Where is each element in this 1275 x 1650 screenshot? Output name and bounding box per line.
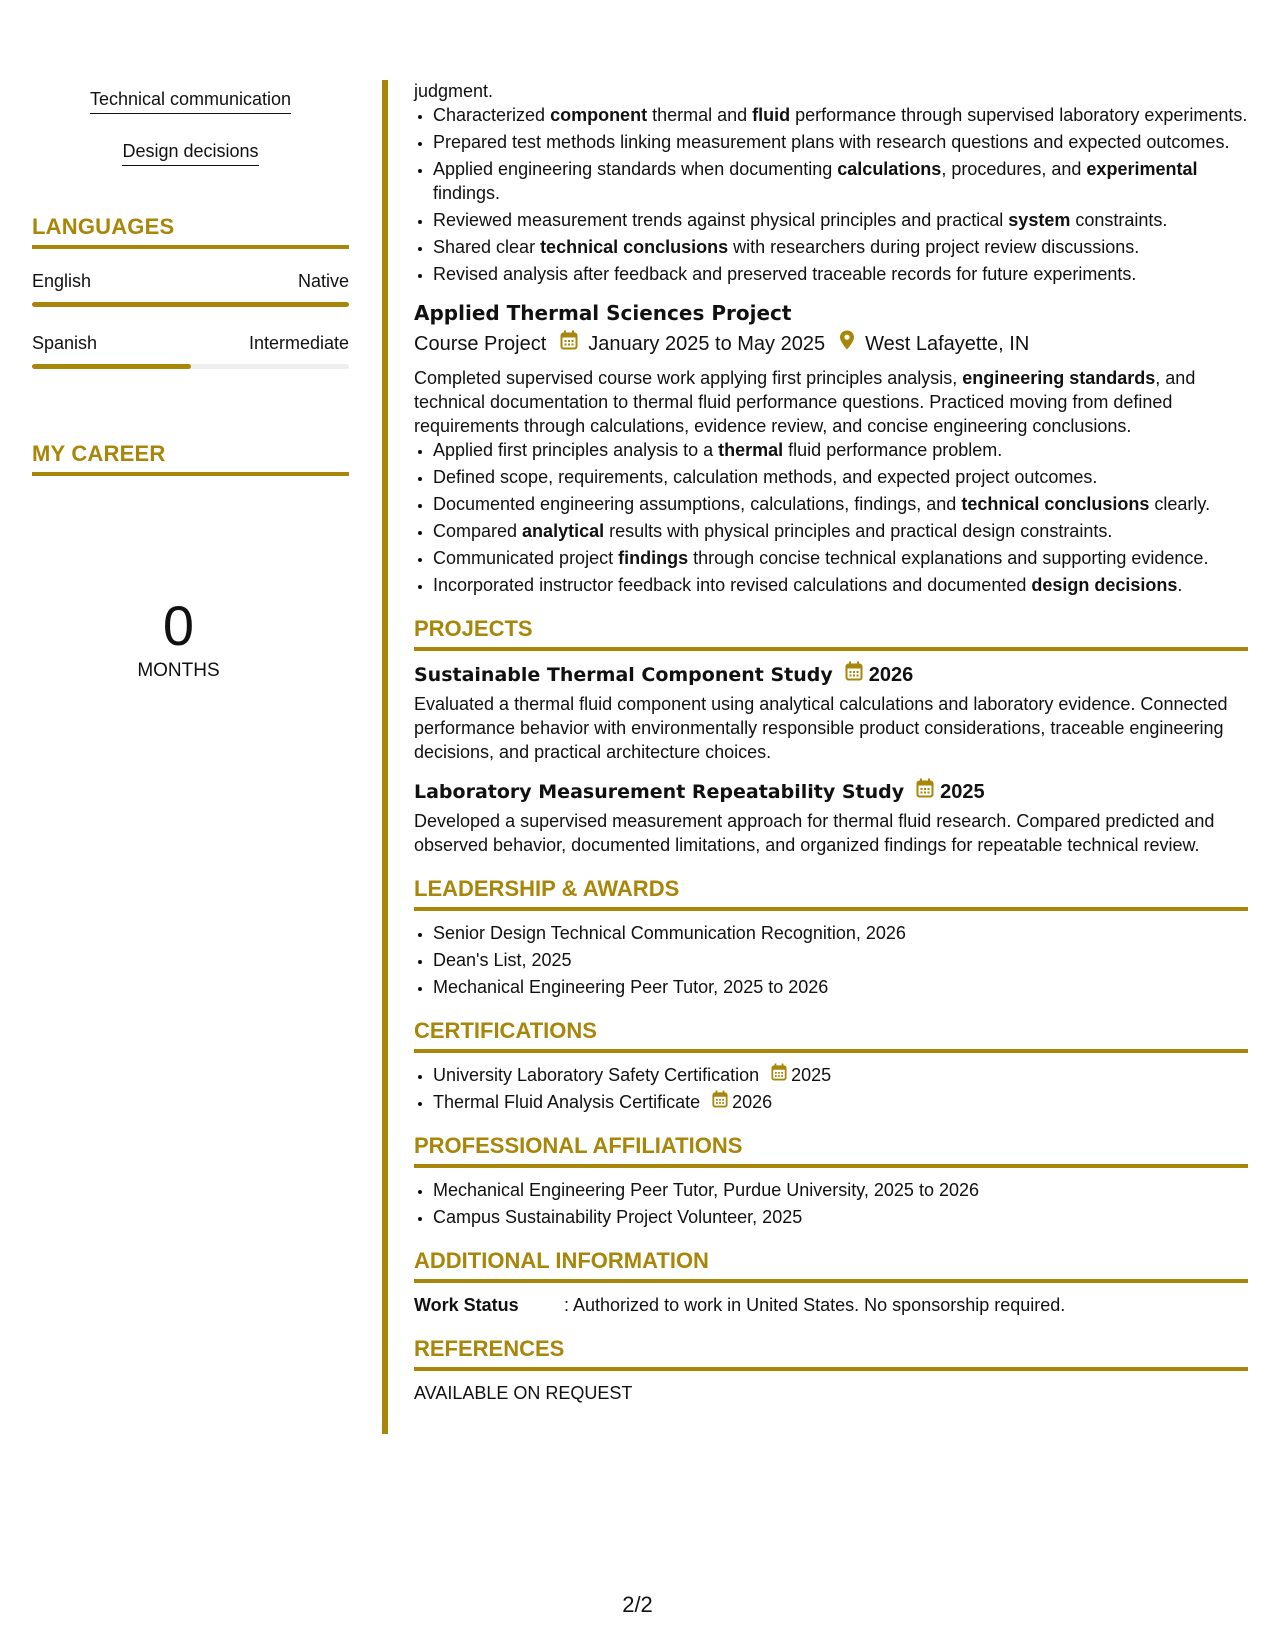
languages-heading: LANGUAGES bbox=[32, 214, 349, 249]
job-location: West Lafayette, IN bbox=[865, 333, 1030, 355]
skill-tag: Technical communication bbox=[90, 88, 291, 114]
project-title: Sustainable Thermal Component Study bbox=[414, 663, 833, 686]
emphasis-text: component bbox=[550, 105, 648, 125]
calendar-icon bbox=[712, 1090, 728, 1114]
language-bar bbox=[32, 302, 349, 307]
emphasis-text: analytical bbox=[522, 521, 605, 541]
emphasis-text: engineering standards bbox=[962, 368, 1156, 388]
language-name: English bbox=[32, 271, 92, 291]
affiliations-list bbox=[414, 1178, 1248, 1229]
language-level: Native bbox=[297, 271, 349, 291]
emphasis-text: fluid bbox=[752, 105, 791, 125]
language-bar-fill bbox=[32, 364, 191, 369]
text-run: Compared bbox=[433, 521, 523, 541]
list-item: • Mechanical Engineering Peer Tutor, Purdue University, 2025 to 2026 bbox=[433, 1178, 1248, 1202]
emphasis-text: calculations bbox=[837, 159, 942, 179]
certification-name: • University Laboratory Safety Certification bbox=[433, 1065, 760, 1085]
list-item: • Senior Design Technical Communication Recognition, 2026 bbox=[433, 921, 1248, 945]
career-heading: MY CAREER bbox=[32, 441, 349, 476]
sidebar bbox=[32, 80, 349, 682]
certification-name: • Thermal Fluid Analysis Certificate bbox=[433, 1092, 701, 1112]
project-item bbox=[414, 778, 1248, 857]
calendar-icon bbox=[916, 778, 934, 805]
text-run: thermal and bbox=[647, 105, 753, 125]
job-title: Applied Thermal Sciences Project bbox=[414, 301, 792, 325]
text-run: constraints. bbox=[1070, 210, 1168, 230]
bullet-item bbox=[433, 519, 1248, 543]
certification-year: 2026 bbox=[732, 1092, 773, 1112]
language-item bbox=[32, 333, 349, 369]
text-run: with researchers during project review discussions. bbox=[728, 237, 1140, 257]
text-run: clearly. bbox=[1149, 494, 1211, 514]
emphasis-text: technical conclusions bbox=[961, 494, 1150, 514]
certification-year: 2025 bbox=[791, 1065, 832, 1085]
text-run: fluid performance problem. bbox=[783, 440, 1003, 460]
bullet-item bbox=[433, 492, 1248, 516]
bullet-item bbox=[433, 157, 1248, 205]
bullet-item bbox=[433, 103, 1248, 127]
text-run: Defined scope, requirements, calculation methods, and expected project outcomes. bbox=[433, 467, 1098, 487]
emphasis-text: findings bbox=[618, 548, 689, 568]
bullet-item bbox=[433, 262, 1248, 286]
project-title: Laboratory Measurement Repeatability Study bbox=[414, 780, 905, 803]
experience-bullets bbox=[414, 103, 1248, 286]
text-run: Applied first principles analysis to a bbox=[433, 440, 719, 460]
job-description bbox=[414, 366, 1248, 438]
language-bar-fill bbox=[32, 302, 349, 307]
column-divider bbox=[382, 80, 388, 1434]
affiliations-heading: PROFESSIONAL AFFILIATIONS bbox=[414, 1132, 1248, 1168]
emphasis-text: experimental bbox=[1086, 159, 1198, 179]
certifications-heading: CERTIFICATIONS bbox=[414, 1017, 1248, 1053]
text-run: Applied engineering standards when documenting bbox=[433, 159, 838, 179]
text-run: Documented engineering assumptions, calculations, findings, and bbox=[433, 494, 962, 514]
text-run: , and technical documentation to thermal fluid performance questions. Practiced moving from defined requirements through calculations, evidence review, and concise engineering conclusions. bbox=[414, 368, 1196, 436]
text-run: Reviewed measurement trends against physical principles and practical bbox=[433, 210, 1009, 230]
certifications-list bbox=[414, 1063, 1248, 1114]
work-status-row bbox=[414, 1293, 1248, 1317]
text-run: , procedures, and bbox=[941, 159, 1087, 179]
job-role: Course Project bbox=[414, 333, 547, 355]
work-status-value: : Authorized to work in United States. No sponsorship required. bbox=[564, 1295, 1066, 1315]
leadership-heading: LEADERSHIP & AWARDS bbox=[414, 875, 1248, 911]
text-run: Prepared test methods linking measurement plans with research questions and expected outcomes. bbox=[433, 132, 1230, 152]
emphasis-text: technical conclusions bbox=[540, 237, 729, 257]
language-bar bbox=[32, 364, 349, 369]
calendar-icon bbox=[560, 330, 578, 358]
text-run: . bbox=[1177, 575, 1183, 595]
bullet-item bbox=[433, 130, 1248, 154]
text-run: performance through supervised laboratory experiments. bbox=[790, 105, 1248, 125]
text-run: Completed supervised course work applying first principles analysis, bbox=[414, 368, 963, 388]
project-description: Developed a supervised measurement approach for thermal fluid research. Compared predicted and observed behavior, documented limitations, and organized findings for repeatable technical review. bbox=[414, 811, 1215, 855]
text-run: Incorporated instructor feedback into revised calculations and documented bbox=[433, 575, 1032, 595]
bullet-item bbox=[433, 208, 1248, 232]
leadership-list bbox=[414, 921, 1248, 999]
calendar-icon bbox=[845, 661, 863, 688]
emphasis-text: thermal bbox=[718, 440, 784, 460]
text-run: Shared clear bbox=[433, 237, 541, 257]
text-run: through concise technical explanations and supporting evidence. bbox=[688, 548, 1209, 568]
bullet-item bbox=[433, 235, 1248, 259]
job-bullets bbox=[414, 438, 1248, 597]
page-number: 2/2 bbox=[622, 1592, 653, 1617]
additional-info-heading: ADDITIONAL INFORMATION bbox=[414, 1247, 1248, 1283]
skills-list bbox=[32, 88, 349, 184]
career-unit: MONTHS bbox=[137, 660, 220, 681]
bullet-item bbox=[433, 465, 1248, 489]
bullet-item bbox=[433, 546, 1248, 570]
map-pin-icon bbox=[839, 330, 855, 358]
project-description: Evaluated a thermal fluid component using analytical calculations and laboratory evidence. Connected performance behavior with environmentally responsible product considerations, traceable engineering decisions, and practical architecture choices. bbox=[414, 694, 1228, 762]
bullet-item bbox=[433, 438, 1248, 462]
projects-heading: PROJECTS bbox=[414, 615, 1248, 651]
job-meta bbox=[414, 330, 1248, 358]
text-run: Characterized bbox=[433, 105, 551, 125]
emphasis-text: system bbox=[1008, 210, 1071, 230]
text-run: Communicated project bbox=[433, 548, 619, 568]
emphasis-text: design decisions bbox=[1031, 575, 1178, 595]
list-item bbox=[433, 1090, 1248, 1114]
text-run: results with physical principles and practical design constraints. bbox=[604, 521, 1113, 541]
job-dates: January 2025 to May 2025 bbox=[588, 333, 826, 355]
project-year: 2026 bbox=[868, 663, 914, 686]
career-value: 0 bbox=[162, 594, 195, 657]
references-text: AVAILABLE ON REQUEST bbox=[414, 1383, 633, 1403]
project-item bbox=[414, 661, 1248, 764]
language-name: Spanish bbox=[32, 333, 98, 353]
main-content bbox=[414, 79, 1248, 1405]
experience-lead-text: judgment. bbox=[414, 81, 494, 101]
list-item: • Mechanical Engineering Peer Tutor, 2025 to 2026 bbox=[433, 975, 1248, 999]
work-status-label: Work Status bbox=[414, 1295, 519, 1315]
list-item: • Dean's List, 2025 bbox=[433, 948, 1248, 972]
bullet-item bbox=[433, 573, 1248, 597]
list-item bbox=[433, 1063, 1248, 1087]
skill-tag: Design decisions bbox=[122, 140, 258, 166]
language-item bbox=[32, 271, 349, 307]
calendar-icon bbox=[771, 1063, 787, 1087]
list-item: • Campus Sustainability Project Volunteer, 2025 bbox=[433, 1205, 1248, 1229]
text-run: findings. bbox=[433, 183, 501, 203]
language-level: Intermediate bbox=[248, 333, 349, 353]
project-year: 2025 bbox=[940, 780, 985, 803]
text-run: Revised analysis after feedback and preserved traceable records for future experiments. bbox=[433, 264, 1137, 284]
references-heading: REFERENCES bbox=[414, 1335, 1248, 1371]
